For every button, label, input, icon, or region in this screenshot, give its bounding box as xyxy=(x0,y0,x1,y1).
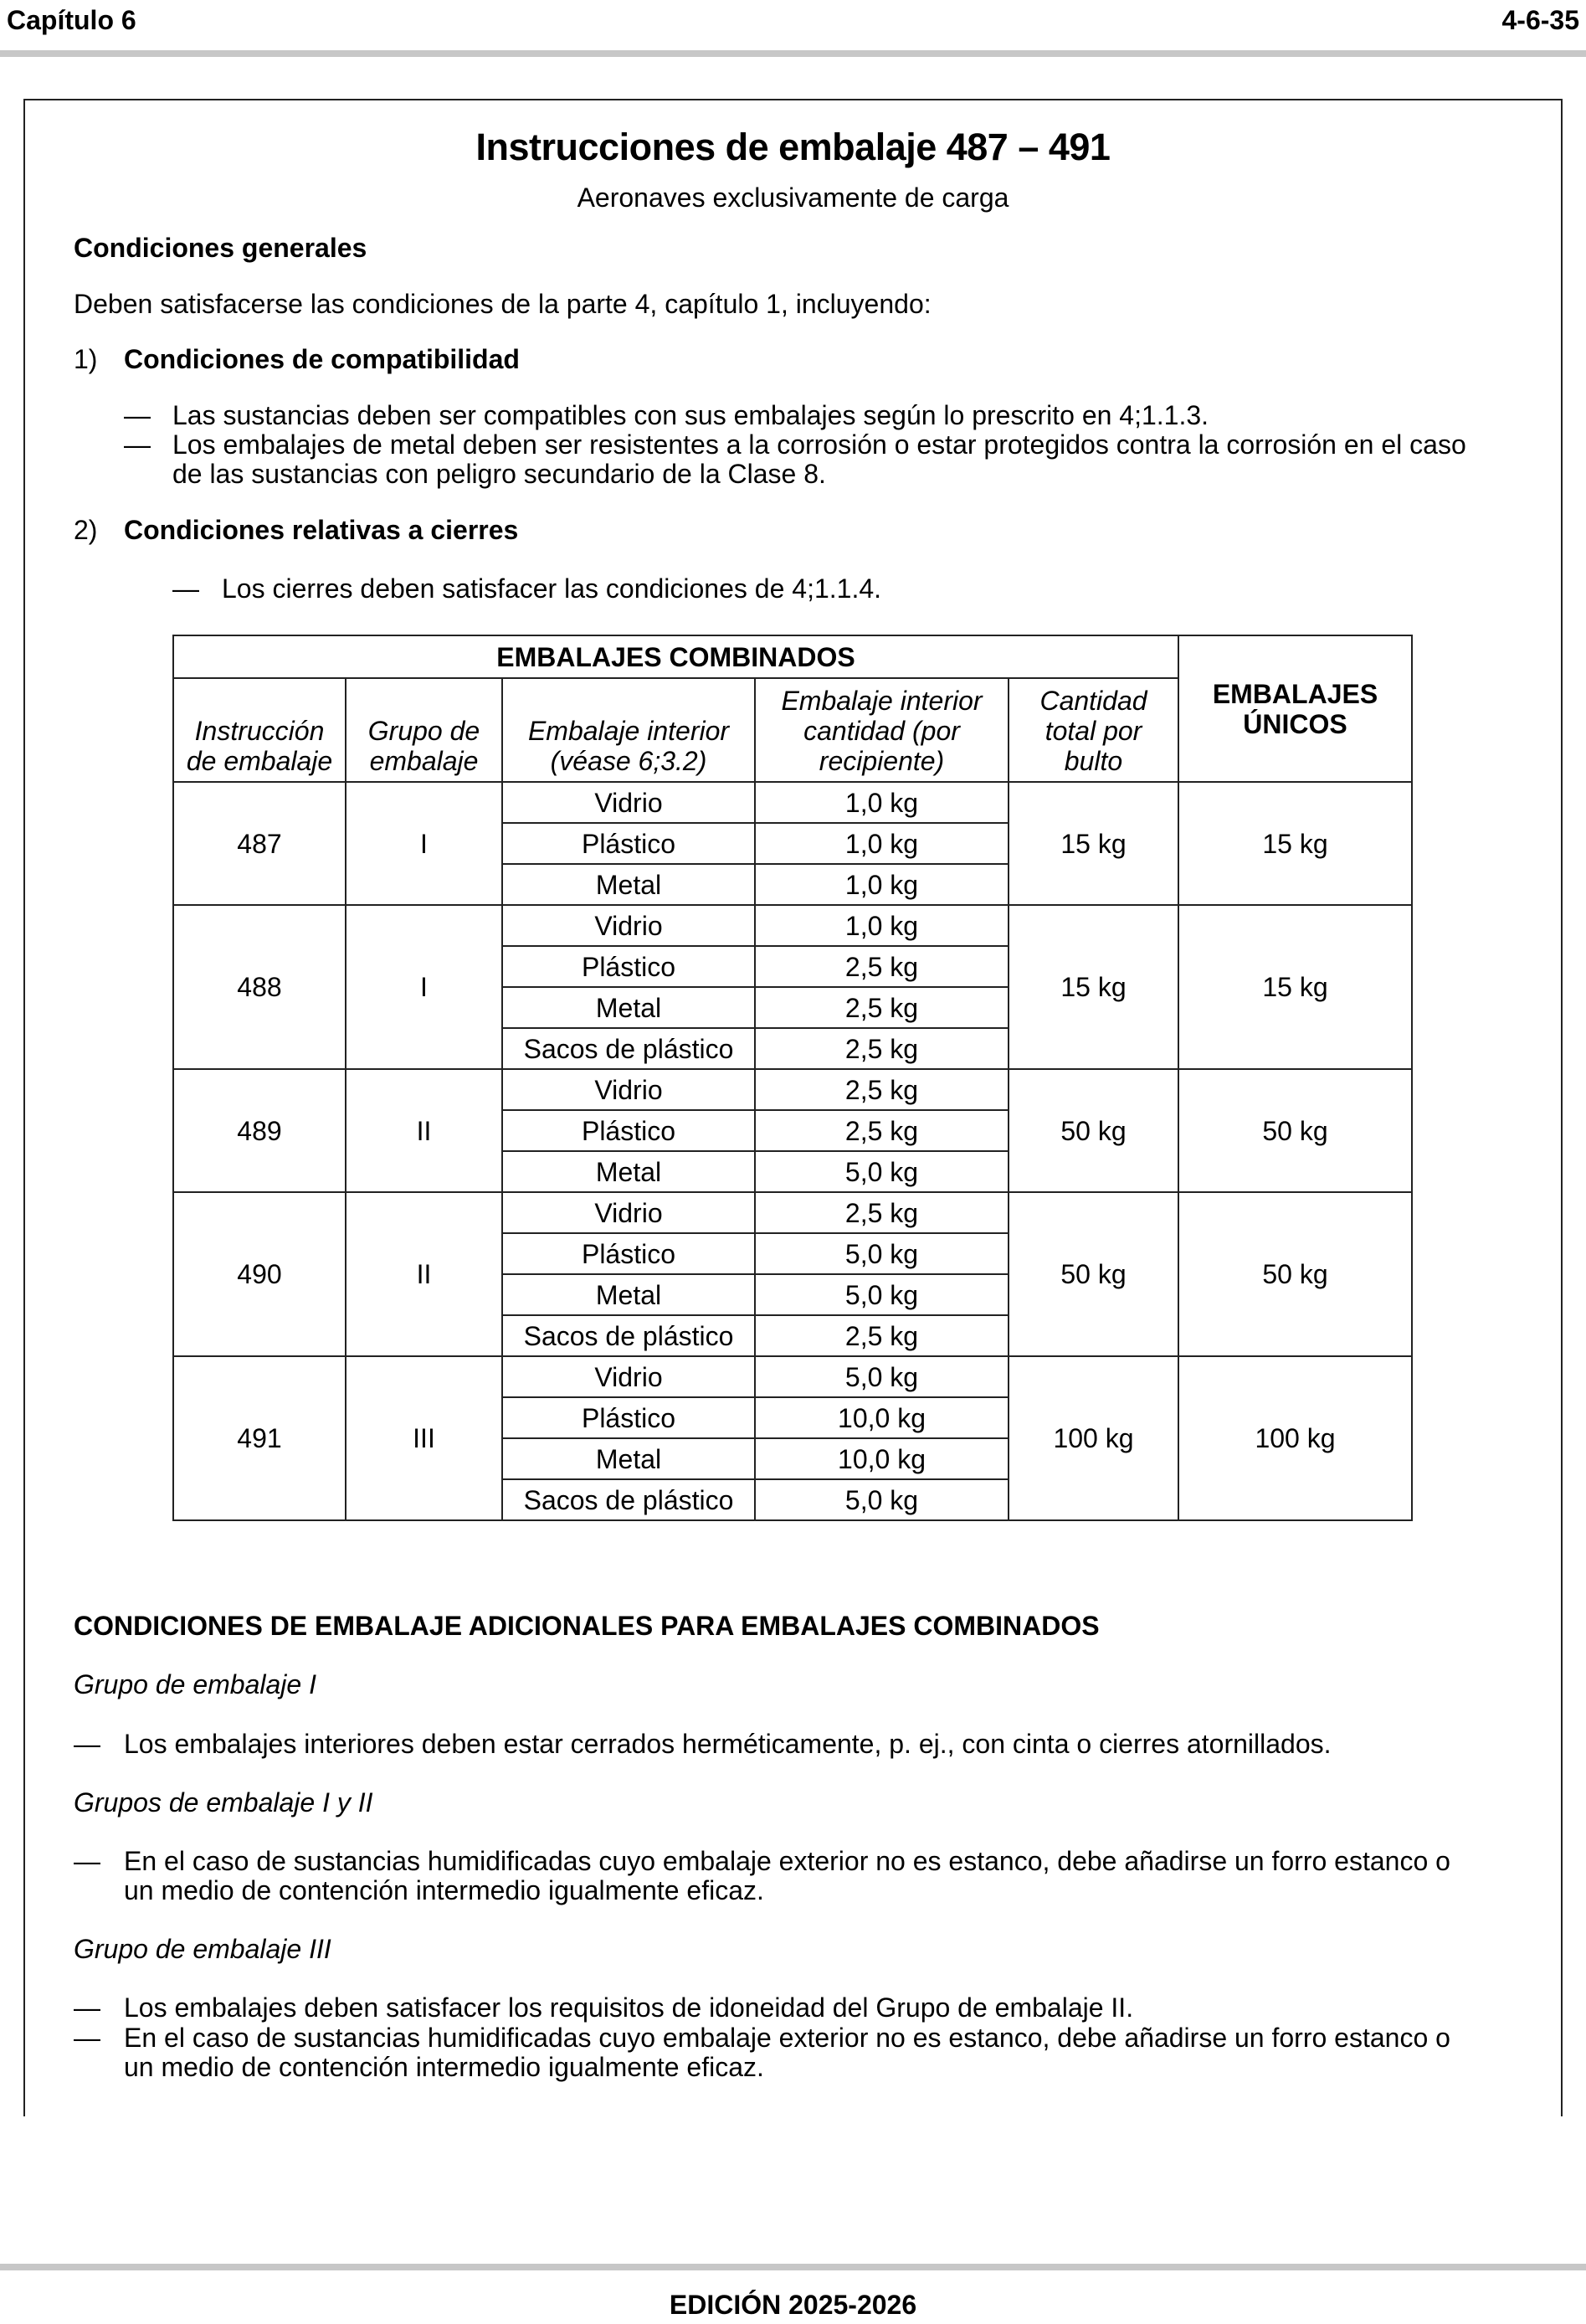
bullet-dash: — xyxy=(172,573,199,604)
group-3-title: Grupo de embalaje III xyxy=(74,1934,331,1964)
inner-quantity-cell: 2,5 kg xyxy=(755,1315,1009,1356)
additional-heading: CONDICIONES DE EMBALAJE ADICIONALES PARA EMBALAJES COMBINADOS xyxy=(74,1611,1100,1641)
bullet-dash: — xyxy=(74,2023,100,2053)
inner-quantity-cell: 10,0 kg xyxy=(755,1438,1009,1479)
group-3-bullet-2-line2: un medio de contención intermedio igualmente eficaz. xyxy=(124,2052,764,2082)
instruction-cell: 491 xyxy=(173,1356,346,1520)
bullet-dash: — xyxy=(74,1846,100,1876)
inner-quantity-cell: 2,5 kg xyxy=(755,1110,1009,1151)
edition-footer: EDICIÓN 2025-2026 xyxy=(669,2290,917,2320)
page-subtitle: Aeronaves exclusivamente de carga xyxy=(577,183,1009,213)
inner-quantity-cell: 5,0 kg xyxy=(755,1356,1009,1397)
bullet-dash: — xyxy=(124,429,151,460)
instruction-cell: 488 xyxy=(173,905,346,1069)
general-heading: Condiciones generales xyxy=(74,233,367,263)
inner-quantity-cell: 2,5 kg xyxy=(755,1069,1009,1110)
single-packaging-cell: 15 kg xyxy=(1178,782,1412,905)
group-cell: I xyxy=(346,782,502,905)
bullet-dash: — xyxy=(124,400,151,430)
col-group-header: Grupo de embalaje xyxy=(346,678,502,782)
section-2-number: 2) xyxy=(74,515,98,545)
footer-rule xyxy=(0,2264,1586,2270)
chapter-label: Capítulo 6 xyxy=(7,5,136,35)
inner-quantity-cell: 5,0 kg xyxy=(755,1233,1009,1274)
compat-bullet-2-line1: Los embalajes de metal deben ser resistentes a la corrosión o estar protegidos contra la corrosión en el caso xyxy=(172,429,1466,460)
inner-packaging-cell: Vidrio xyxy=(502,1192,755,1233)
single-packagings-header: EMBALAJES ÚNICOS xyxy=(1178,635,1412,782)
combined-packagings-header: EMBALAJES COMBINADOS xyxy=(173,635,1178,678)
inner-packaging-cell: Sacos de plástico xyxy=(502,1028,755,1069)
group-3-bullet-1: Los embalajes deben satisfacer los requisitos de idoneidad del Grupo de embalaje II. xyxy=(124,1992,1134,2023)
group-3-bullet-2-line1: En el caso de sustancias humidificadas cuyo embalaje exterior no es estanco, debe añadirse un forro estanco o xyxy=(124,2023,1450,2053)
closure-bullet-1: Los cierres deben satisfacer las condiciones de 4;1.1.4. xyxy=(222,573,882,604)
inner-packaging-cell: Vidrio xyxy=(502,1356,755,1397)
inner-quantity-cell: 5,0 kg xyxy=(755,1151,1009,1192)
total-quantity-cell: 50 kg xyxy=(1009,1069,1178,1192)
section-1-number: 1) xyxy=(74,344,98,374)
inner-quantity-cell: 1,0 kg xyxy=(755,905,1009,946)
instruction-cell: 489 xyxy=(173,1069,346,1192)
inner-packaging-cell: Metal xyxy=(502,1438,755,1479)
inner-packaging-cell: Vidrio xyxy=(502,905,755,946)
inner-packaging-cell: Plástico xyxy=(502,823,755,864)
inner-quantity-cell: 2,5 kg xyxy=(755,1192,1009,1233)
total-quantity-cell: 50 kg xyxy=(1009,1192,1178,1356)
page-number: 4-6-35 xyxy=(1501,5,1579,35)
group-1-title: Grupo de embalaje I xyxy=(74,1669,316,1699)
group-cell: III xyxy=(346,1356,502,1520)
inner-quantity-cell: 2,5 kg xyxy=(755,946,1009,987)
group-cell: II xyxy=(346,1192,502,1356)
group-cell: II xyxy=(346,1069,502,1192)
section-1-title: Condiciones de compatibilidad xyxy=(124,344,520,374)
col-total-header: Cantidad total por bulto xyxy=(1009,678,1178,782)
inner-quantity-cell: 2,5 kg xyxy=(755,987,1009,1028)
inner-quantity-cell: 1,0 kg xyxy=(755,782,1009,823)
inner-quantity-cell: 10,0 kg xyxy=(755,1397,1009,1438)
single-packaging-cell: 50 kg xyxy=(1178,1192,1412,1356)
total-quantity-cell: 100 kg xyxy=(1009,1356,1178,1520)
inner-quantity-cell: 1,0 kg xyxy=(755,864,1009,905)
bullet-dash: — xyxy=(74,1992,100,2023)
compat-bullet-1: Las sustancias deben ser compatibles con sus embalajes según lo prescrito en 4;1.1.3. xyxy=(172,400,1209,430)
inner-packaging-cell: Metal xyxy=(502,1274,755,1315)
packing-table xyxy=(172,635,1413,1521)
inner-packaging-cell: Sacos de plástico xyxy=(502,1315,755,1356)
inner-packaging-cell: Plástico xyxy=(502,946,755,987)
table-row xyxy=(173,1069,1412,1110)
group-1-2-title: Grupos de embalaje I y II xyxy=(74,1787,373,1818)
group-1-bullet: Los embalajes interiores deben estar cerrados herméticamente, p. ej., con cinta o cierres atornillados. xyxy=(124,1729,1332,1759)
inner-quantity-cell: 5,0 kg xyxy=(755,1479,1009,1520)
inner-packaging-cell: Metal xyxy=(502,864,755,905)
inner-quantity-cell: 1,0 kg xyxy=(755,823,1009,864)
header-rule xyxy=(0,50,1586,57)
bullet-dash: — xyxy=(74,1729,100,1759)
single-packaging-cell: 100 kg xyxy=(1178,1356,1412,1520)
group-1-2-bullet-line1: En el caso de sustancias humidificadas cuyo embalaje exterior no es estanco, debe añadirse un forro estanco o xyxy=(124,1846,1450,1876)
table-row xyxy=(173,905,1412,946)
inner-quantity-cell: 2,5 kg xyxy=(755,1028,1009,1069)
single-packaging-cell: 50 kg xyxy=(1178,1069,1412,1192)
instruction-cell: 490 xyxy=(173,1192,346,1356)
inner-packaging-cell: Plástico xyxy=(502,1397,755,1438)
single-packaging-cell: 15 kg xyxy=(1178,905,1412,1069)
col-instruction-header: Instrucción de embalaje xyxy=(173,678,346,782)
total-quantity-cell: 15 kg xyxy=(1009,905,1178,1069)
general-intro: Deben satisfacerse las condiciones de la parte 4, capítulo 1, incluyendo: xyxy=(74,289,932,319)
table-row xyxy=(173,1192,1412,1233)
total-quantity-cell: 15 kg xyxy=(1009,782,1178,905)
table-row xyxy=(173,782,1412,823)
inner-packaging-cell: Plástico xyxy=(502,1233,755,1274)
inner-packaging-cell: Plástico xyxy=(502,1110,755,1151)
page-title: Instrucciones de embalaje 487 – 491 xyxy=(475,126,1111,168)
inner-packaging-cell: Metal xyxy=(502,1151,755,1192)
inner-packaging-cell: Vidrio xyxy=(502,1069,755,1110)
group-cell: I xyxy=(346,905,502,1069)
col-inner-header: Embalaje interior (véase 6;3.2) xyxy=(502,678,755,782)
inner-packaging-cell: Metal xyxy=(502,987,755,1028)
inner-packaging-cell: Sacos de plástico xyxy=(502,1479,755,1520)
col-inner-qty-header: Embalaje interior cantidad (por recipiente) xyxy=(755,678,1009,782)
compat-bullet-2-line2: de las sustancias con peligro secundario de la Clase 8. xyxy=(172,459,826,489)
instruction-cell: 487 xyxy=(173,782,346,905)
table-row xyxy=(173,1356,1412,1397)
inner-packaging-cell: Vidrio xyxy=(502,782,755,823)
inner-quantity-cell: 5,0 kg xyxy=(755,1274,1009,1315)
section-2-title: Condiciones relativas a cierres xyxy=(124,515,519,545)
group-1-2-bullet-line2: un medio de contención intermedio igualmente eficaz. xyxy=(124,1875,764,1905)
